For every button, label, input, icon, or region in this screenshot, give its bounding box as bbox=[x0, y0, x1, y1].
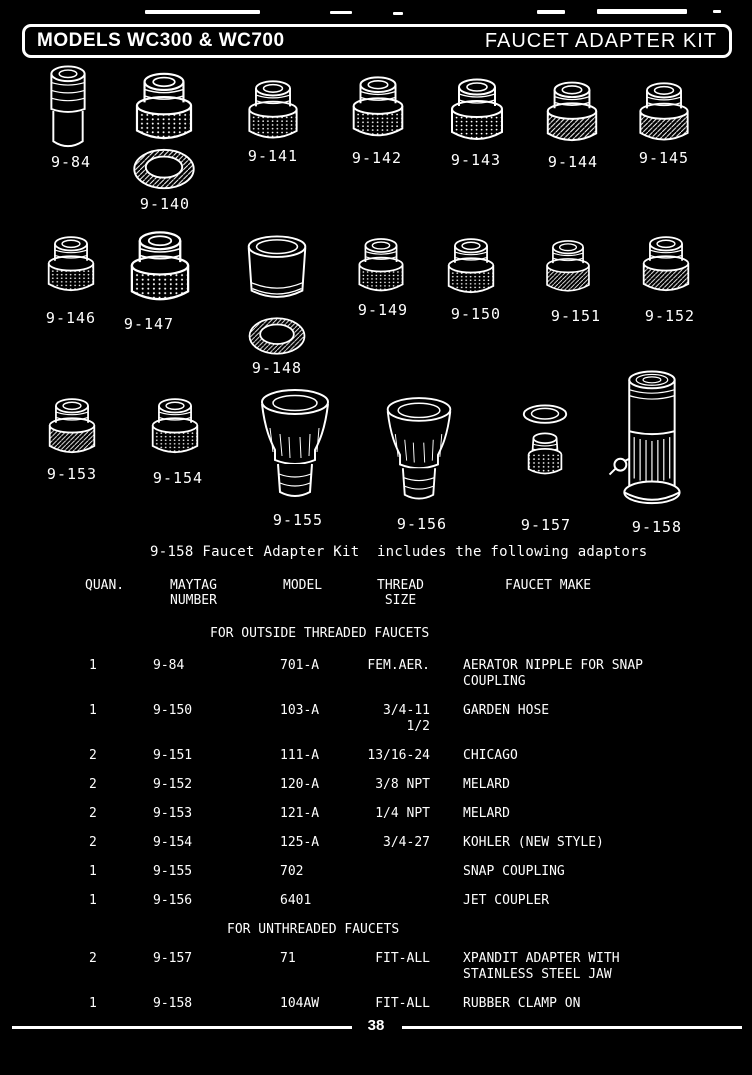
column-header-quan: QUAN. bbox=[85, 578, 125, 593]
cell-quan: 1 bbox=[89, 893, 97, 908]
cell-quan: 2 bbox=[89, 777, 97, 792]
part-label: 9-158 bbox=[631, 518, 683, 536]
cell-make: JET COUPLER bbox=[463, 893, 550, 908]
scan-artifact-dash bbox=[393, 12, 403, 15]
cell-quan: 2 bbox=[89, 806, 97, 821]
cell-make: RUBBER CLAMP ON bbox=[463, 996, 581, 1011]
part-label: 9-142 bbox=[351, 149, 403, 167]
table-row bbox=[85, 996, 705, 1012]
column-header-line: SIZE bbox=[384, 593, 417, 608]
part-label: 9-143 bbox=[450, 151, 502, 169]
table-row bbox=[85, 748, 705, 764]
cell-make: AERATOR NIPPLE FOR SNAP COUPLING bbox=[463, 658, 644, 689]
part-illustration-adapter bbox=[124, 228, 196, 312]
part-label: 9-150 bbox=[450, 305, 502, 323]
scan-artifact-dash bbox=[330, 11, 352, 14]
part-illustration-adapter bbox=[350, 236, 412, 300]
part-illustration-adapter bbox=[440, 236, 502, 302]
cell-maytag: 9-158 bbox=[153, 996, 193, 1011]
cell-make: KOHLER (NEW STYLE) bbox=[463, 835, 604, 850]
cell-model: 125-A bbox=[280, 835, 320, 850]
part-label: 9-148 bbox=[251, 359, 303, 377]
footer-rule-left bbox=[12, 1026, 352, 1029]
kit-title: FAUCET ADAPTER KIT bbox=[484, 29, 717, 52]
cell-thread: FIT-ALL bbox=[375, 951, 430, 966]
cell-thread bbox=[358, 864, 463, 880]
part-illustration-adapter bbox=[632, 234, 700, 300]
cell-maytag: 9-156 bbox=[153, 893, 193, 908]
footer-rule-right bbox=[402, 1026, 742, 1029]
cell-maytag: 9-157 bbox=[153, 951, 193, 966]
cell-quan: 2 bbox=[89, 748, 97, 763]
cell-thread: 3/8 NPT bbox=[375, 777, 430, 792]
table-row bbox=[85, 777, 705, 793]
cell-model: 71 bbox=[280, 951, 296, 966]
part-illustration-tall-adapter bbox=[238, 234, 316, 314]
part-illustration-adapter bbox=[38, 234, 104, 300]
cell-model: 104AW bbox=[280, 996, 320, 1011]
part-label: 9-144 bbox=[547, 153, 599, 171]
part-illustration-adapter bbox=[122, 70, 206, 150]
cell-quan: 1 bbox=[89, 864, 97, 879]
cell-thread: FIT-ALL bbox=[375, 996, 430, 1011]
part-illustration-adapter bbox=[541, 78, 603, 152]
cell-thread: 3/4-11 1/2 bbox=[383, 703, 430, 734]
column-header-thread-size bbox=[358, 578, 463, 608]
table-header bbox=[85, 578, 705, 608]
table-row bbox=[85, 893, 705, 909]
part-illustration-washer bbox=[246, 314, 308, 358]
table-row bbox=[85, 835, 705, 851]
part-label: 9-152 bbox=[644, 307, 696, 325]
cell-thread: 3/4-27 bbox=[383, 835, 430, 850]
cell-model: 120-A bbox=[280, 777, 320, 792]
column-header-faucet-make: FAUCET MAKE bbox=[505, 578, 592, 593]
part-label: 9-84 bbox=[50, 153, 92, 171]
part-illustration-adapter bbox=[38, 396, 106, 462]
column-header-maytag-number bbox=[153, 578, 280, 608]
table-row bbox=[85, 951, 705, 983]
cell-make: CHICAGO bbox=[463, 748, 518, 763]
part-label: 9-155 bbox=[272, 511, 324, 529]
part-label: 9-157 bbox=[520, 516, 572, 534]
cell-maytag: 9-152 bbox=[153, 777, 193, 792]
part-illustration-adapter bbox=[445, 76, 509, 150]
cell-quan: 2 bbox=[89, 951, 97, 966]
scan-artifact-dash bbox=[597, 9, 687, 14]
cell-thread: 1/4 NPT bbox=[375, 806, 430, 821]
cell-make: MELARD bbox=[463, 806, 510, 821]
parts-table bbox=[85, 626, 705, 1025]
part-label: 9-149 bbox=[357, 301, 409, 319]
part-label: 9-141 bbox=[247, 147, 299, 165]
cell-maytag: 9-153 bbox=[153, 806, 193, 821]
part-illustration-aerator-nipple bbox=[38, 64, 98, 154]
section-title-unthreaded: FOR UNTHREADED FAUCETS bbox=[227, 922, 400, 937]
cell-maytag: 9-84 bbox=[153, 658, 185, 673]
cell-maytag: 9-151 bbox=[153, 748, 193, 763]
models-title: MODELS WC300 & WC700 bbox=[37, 30, 285, 51]
part-label: 9-145 bbox=[638, 149, 690, 167]
page-header bbox=[22, 24, 732, 58]
part-illustration-washer bbox=[130, 146, 198, 192]
part-illustration-rubber-clamp-on bbox=[606, 368, 690, 516]
section-title-outside-threaded: FOR OUTSIDE THREADED FAUCETS bbox=[210, 626, 430, 641]
cell-maytag: 9-155 bbox=[153, 864, 193, 879]
part-label: 9-156 bbox=[396, 515, 448, 533]
part-label: 9-154 bbox=[152, 469, 204, 487]
part-illustration-adapter bbox=[241, 78, 305, 148]
page-number: 38 bbox=[367, 1017, 385, 1034]
cell-thread: FEM.AER. bbox=[367, 658, 430, 673]
cell-maytag: 9-154 bbox=[153, 835, 193, 850]
cell-model: 6401 bbox=[280, 893, 312, 908]
part-illustration-adapter bbox=[346, 74, 410, 146]
column-header-line: MAYTAG bbox=[170, 578, 217, 593]
table-row bbox=[85, 806, 705, 822]
table-row bbox=[85, 703, 705, 735]
scan-artifact-dash bbox=[145, 10, 260, 14]
cell-thread bbox=[358, 893, 463, 909]
cell-make: XPANDIT ADAPTER WITH STAINLESS STEEL JAW bbox=[463, 951, 620, 982]
cell-quan: 1 bbox=[89, 658, 97, 673]
kit-caption: 9-158 Faucet Adapter Kit includes the following adaptors bbox=[150, 544, 648, 560]
scan-artifact-dash bbox=[713, 10, 721, 13]
scan-artifact-dash bbox=[537, 10, 565, 14]
cell-make: MELARD bbox=[463, 777, 510, 792]
part-illustration-adapter bbox=[140, 396, 210, 462]
cell-model: 121-A bbox=[280, 806, 320, 821]
cell-quan: 1 bbox=[89, 996, 97, 1011]
part-illustration-adapter bbox=[536, 238, 600, 300]
part-label: 9-140 bbox=[139, 195, 191, 213]
cell-make: SNAP COUPLING bbox=[463, 864, 565, 879]
part-label: 9-153 bbox=[46, 465, 98, 483]
cell-quan: 2 bbox=[89, 835, 97, 850]
part-label: 9-151 bbox=[550, 307, 602, 325]
part-illustration-xpandit-adapter bbox=[518, 402, 572, 488]
cell-model: 103-A bbox=[280, 703, 320, 718]
part-label: 9-147 bbox=[123, 315, 175, 333]
cell-maytag: 9-150 bbox=[153, 703, 193, 718]
part-label: 9-146 bbox=[45, 309, 97, 327]
cell-model: 702 bbox=[280, 864, 304, 879]
part-illustration-adapter bbox=[631, 80, 697, 150]
table-row bbox=[85, 658, 705, 690]
part-illustration-jet-coupler bbox=[382, 396, 456, 512]
cell-model: 111-A bbox=[280, 748, 320, 763]
table-row bbox=[85, 864, 705, 880]
cell-quan: 1 bbox=[89, 703, 97, 718]
cell-model: 701-A bbox=[280, 658, 320, 673]
column-header-line: THREAD bbox=[377, 578, 424, 593]
column-header-line: NUMBER bbox=[170, 593, 217, 608]
column-header-model: MODEL bbox=[283, 578, 323, 593]
part-illustration-snap-coupling bbox=[256, 388, 334, 510]
cell-make: GARDEN HOSE bbox=[463, 703, 550, 718]
cell-thread: 13/16-24 bbox=[367, 748, 430, 763]
